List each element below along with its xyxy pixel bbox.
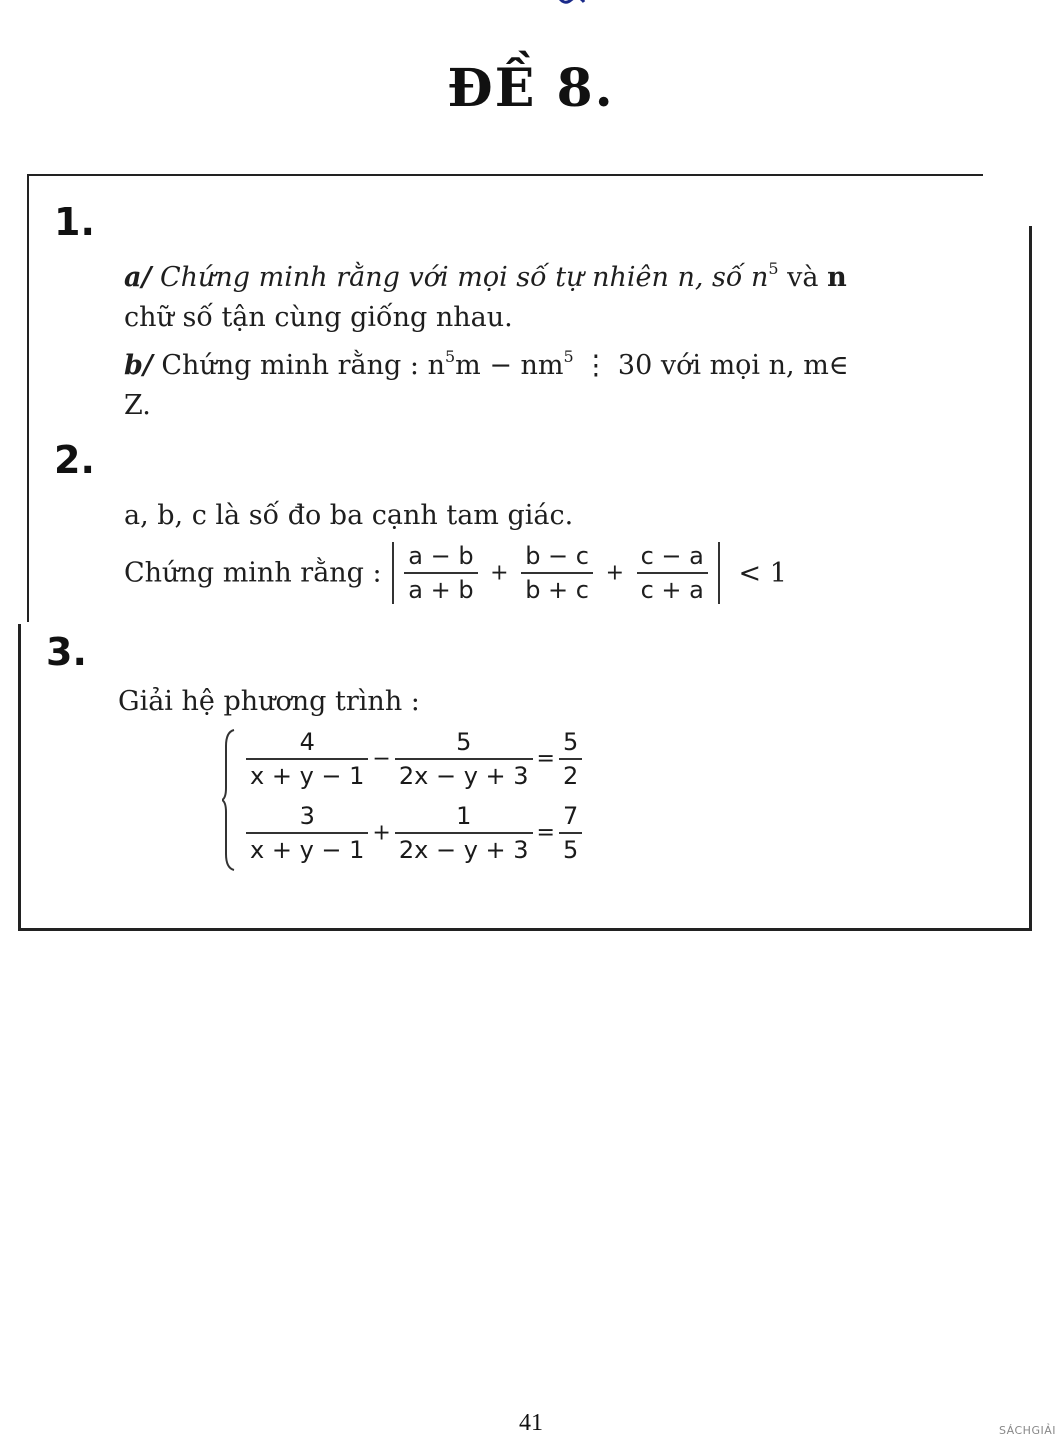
fraction-1-denominator: a + b	[408, 576, 474, 604]
question-1b-exponent-1: 5	[444, 347, 456, 366]
eq1-rhs-numerator: 5	[559, 728, 582, 760]
top-scan-mark	[556, 0, 586, 6]
eq1-fraction-2-numerator: 5	[395, 728, 533, 760]
question-3-number: 3.	[46, 630, 87, 674]
question-1b-exponent-2: 5	[563, 347, 574, 366]
question-1a-n: n	[827, 262, 847, 293]
absolute-value-expression	[392, 542, 720, 604]
fraction-1	[404, 542, 477, 604]
fraction-2-denominator: b + c	[525, 576, 589, 604]
eq2-fraction-2-numerator: 1	[395, 802, 533, 834]
eq1-fraction-2	[395, 728, 533, 790]
question-1a-text: Chứng minh rằng với mọi số tự nhiên n, số n	[159, 262, 769, 293]
question-3-line-1: Giải hệ phương trình :	[118, 686, 420, 717]
eq2-rhs-numerator: 7	[559, 802, 582, 834]
eq2-fraction-2-denominator: 2x − y + 3	[398, 836, 529, 864]
fraction-3-numerator: c − a	[637, 542, 708, 574]
question-1b-line-2: Z.	[124, 390, 151, 421]
eq1-fraction-1-denominator: x + y − 1	[250, 762, 365, 790]
page-number: 41	[519, 1410, 543, 1436]
plus-sign-2: +	[605, 560, 625, 586]
eq2-fraction-2	[395, 802, 533, 864]
question-1b-text-1: Chứng minh rằng : n	[161, 350, 445, 381]
eq2-fraction-1-numerator: 3	[246, 802, 368, 834]
question-1b-text-2: m − nm	[455, 350, 564, 381]
frame-left-border-upper	[27, 174, 29, 622]
question-1a-line-1	[124, 259, 847, 293]
eq1-fraction-2-denominator: 2x − y + 3	[398, 762, 529, 790]
question-1a-label: a/	[124, 262, 152, 293]
frame-bottom-border	[18, 928, 1032, 931]
watermark-logo: SÁCHGIẢI	[998, 1424, 1056, 1437]
question-1a-exponent: 5	[768, 259, 779, 278]
fraction-3	[637, 542, 708, 604]
question-1b-text-3: ⋮ 30 với mọi n, m∈	[582, 350, 849, 381]
equation-2	[242, 802, 586, 864]
question-2-rhs: < 1	[738, 557, 787, 589]
eq2-fraction-1	[246, 802, 368, 864]
page-title: ĐỀ 8.	[447, 58, 615, 119]
eq1-fraction-1	[246, 728, 368, 790]
question-2-prove-label: Chứng minh rằng :	[124, 557, 382, 589]
eq2-equals-sign: =	[536, 820, 555, 846]
question-2-line-1: a, b, c là số đo ba cạnh tam giác.	[124, 500, 574, 531]
question-2-number: 2.	[54, 438, 95, 482]
fraction-1-numerator: a − b	[404, 542, 477, 574]
fraction-3-denominator: c + a	[640, 576, 704, 604]
question-1b-line-1	[124, 347, 849, 381]
eq1-equals-sign: =	[536, 746, 555, 772]
frame-left-border-lower	[18, 624, 21, 929]
question-1-number: 1.	[54, 200, 95, 244]
frame-right-border	[1029, 226, 1032, 930]
eq1-minus-sign: −	[372, 746, 391, 772]
eq2-rhs-denominator: 5	[562, 836, 579, 864]
fraction-2	[521, 542, 593, 604]
eq2-rhs-fraction	[559, 802, 582, 864]
eq1-fraction-1-numerator: 4	[246, 728, 368, 760]
question-1a-and: và	[787, 262, 819, 293]
question-2-inequality	[124, 542, 787, 604]
question-1b-label: b/	[124, 350, 153, 381]
frame-top-border	[28, 174, 983, 176]
plus-sign-1: +	[490, 560, 509, 586]
eq2-fraction-1-denominator: x + y − 1	[250, 836, 365, 864]
eq1-rhs-denominator: 2	[562, 762, 579, 790]
left-brace-icon	[222, 728, 236, 872]
fraction-2-numerator: b − c	[521, 542, 593, 574]
eq2-plus-sign: +	[372, 820, 391, 846]
eq1-rhs-fraction	[559, 728, 582, 790]
question-1a-line-2: chữ số tận cùng giống nhau.	[124, 302, 513, 333]
equation-1	[242, 728, 586, 790]
